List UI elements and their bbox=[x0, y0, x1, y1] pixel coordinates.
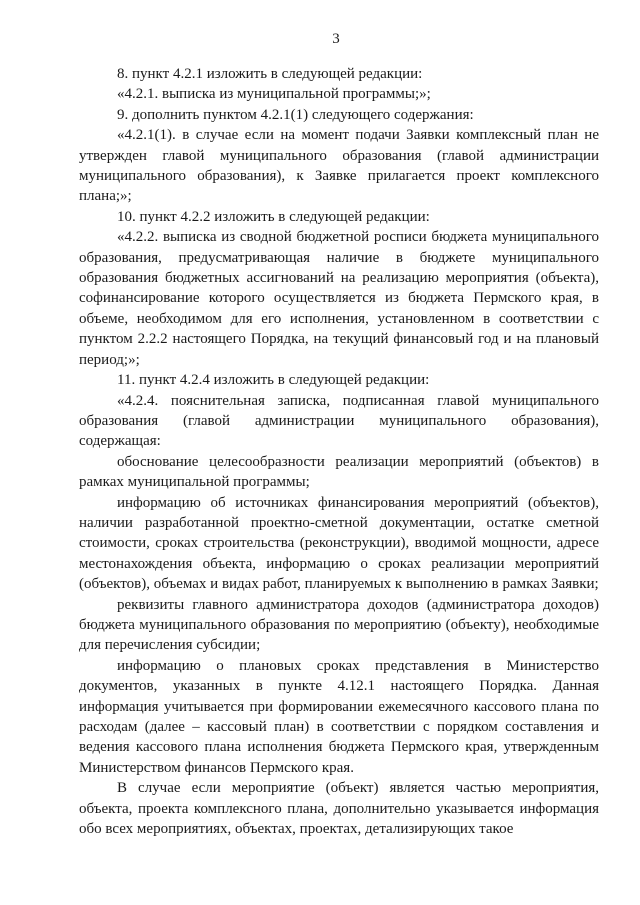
paragraph-revenue-admin: реквизиты главного администратора доходов (администратора доходов) бюджета муниципального образования по мероприятию (объекту), необходимые для перечисления субсидии; bbox=[79, 596, 599, 654]
paragraph-clause-4-2-1: «4.2.1. выписка из муниципальной программы;»; bbox=[117, 86, 431, 103]
paragraph-complex-plan-note: В случае если мероприятие (объект) является частью мероприятия, объекта, проекта комплексного плана, дополнительно указывается информация обо всех мероприятиях, объектах, проектах, детализирующих такое bbox=[79, 780, 599, 838]
paragraph-financing-info: информацию об источниках финансирования мероприятий (объектов), наличии разработанной проектно-сметной документации, остатке сметной стоимости, сроках строительства (реконструкции), вводимой мощности, адресе местонахождения объекта, информацию о сроках реализации мероприятий (объектов), объемах и видах работ, планируемых к выполнению в рамках Заявки; bbox=[79, 494, 599, 593]
paragraph-submission-terms: информацию о плановых сроках представления в Министерство документов, указанных в пункте 4.12.1 настоящего Порядка. Данная информация учитывается при формировании ежемесячного кассового плана по расходам (далее – кассовый план) в соответствии с порядком составления и ведения кассового плана исполнения бюджета Пермского края, утвержденным Министерством финансов Пермского края. bbox=[79, 657, 599, 776]
document-page bbox=[79, 30, 599, 839]
paragraph-item-8: 8. пункт 4.2.1 изложить в следующей редакции: bbox=[117, 66, 423, 82]
paragraph-clause-4-2-1-1: «4.2.1(1). в случае если на момент подачи Заявки комплексный план не утвержден главой муниципального образования (главой администрации муниципального образования), к Заявке прилагается проект комплексного плана;»; bbox=[79, 127, 599, 205]
paragraph-item-9: 9. дополнить пунктом 4.2.1(1) следующего содержания: bbox=[117, 106, 474, 123]
paragraph-justification: обоснование целесообразности реализации мероприятий (объектов) в рамках муниципальной программы; bbox=[79, 453, 599, 491]
page-number: 3 bbox=[332, 31, 340, 47]
paragraph-clause-4-2-4: «4.2.4. пояснительная записка, подписанная главой муниципального образования (главой администрации муниципального образования), содержащая: bbox=[79, 392, 599, 450]
paragraph-item-10: 10. пункт 4.2.2 изложить в следующей редакции: bbox=[117, 208, 430, 225]
document-body bbox=[79, 64, 599, 839]
paragraph-item-11: 11. пункт 4.2.4 изложить в следующей редакции: bbox=[117, 372, 430, 389]
paragraph-clause-4-2-2: «4.2.2. выписка из сводной бюджетной росписи бюджета муниципального образования, предусматривающая наличие в бюджете муниципального образования бюджетных ассигнований на реализацию мероприятия (объекта), софинансирование которого осуществляется из бюджета Пермского края, в объеме, необходимом для его исполнения, установленном в соответствии с пунктом 2.2.2 настоящего Порядка, на текущий финансовый год и на плановый период;»; bbox=[79, 229, 599, 368]
